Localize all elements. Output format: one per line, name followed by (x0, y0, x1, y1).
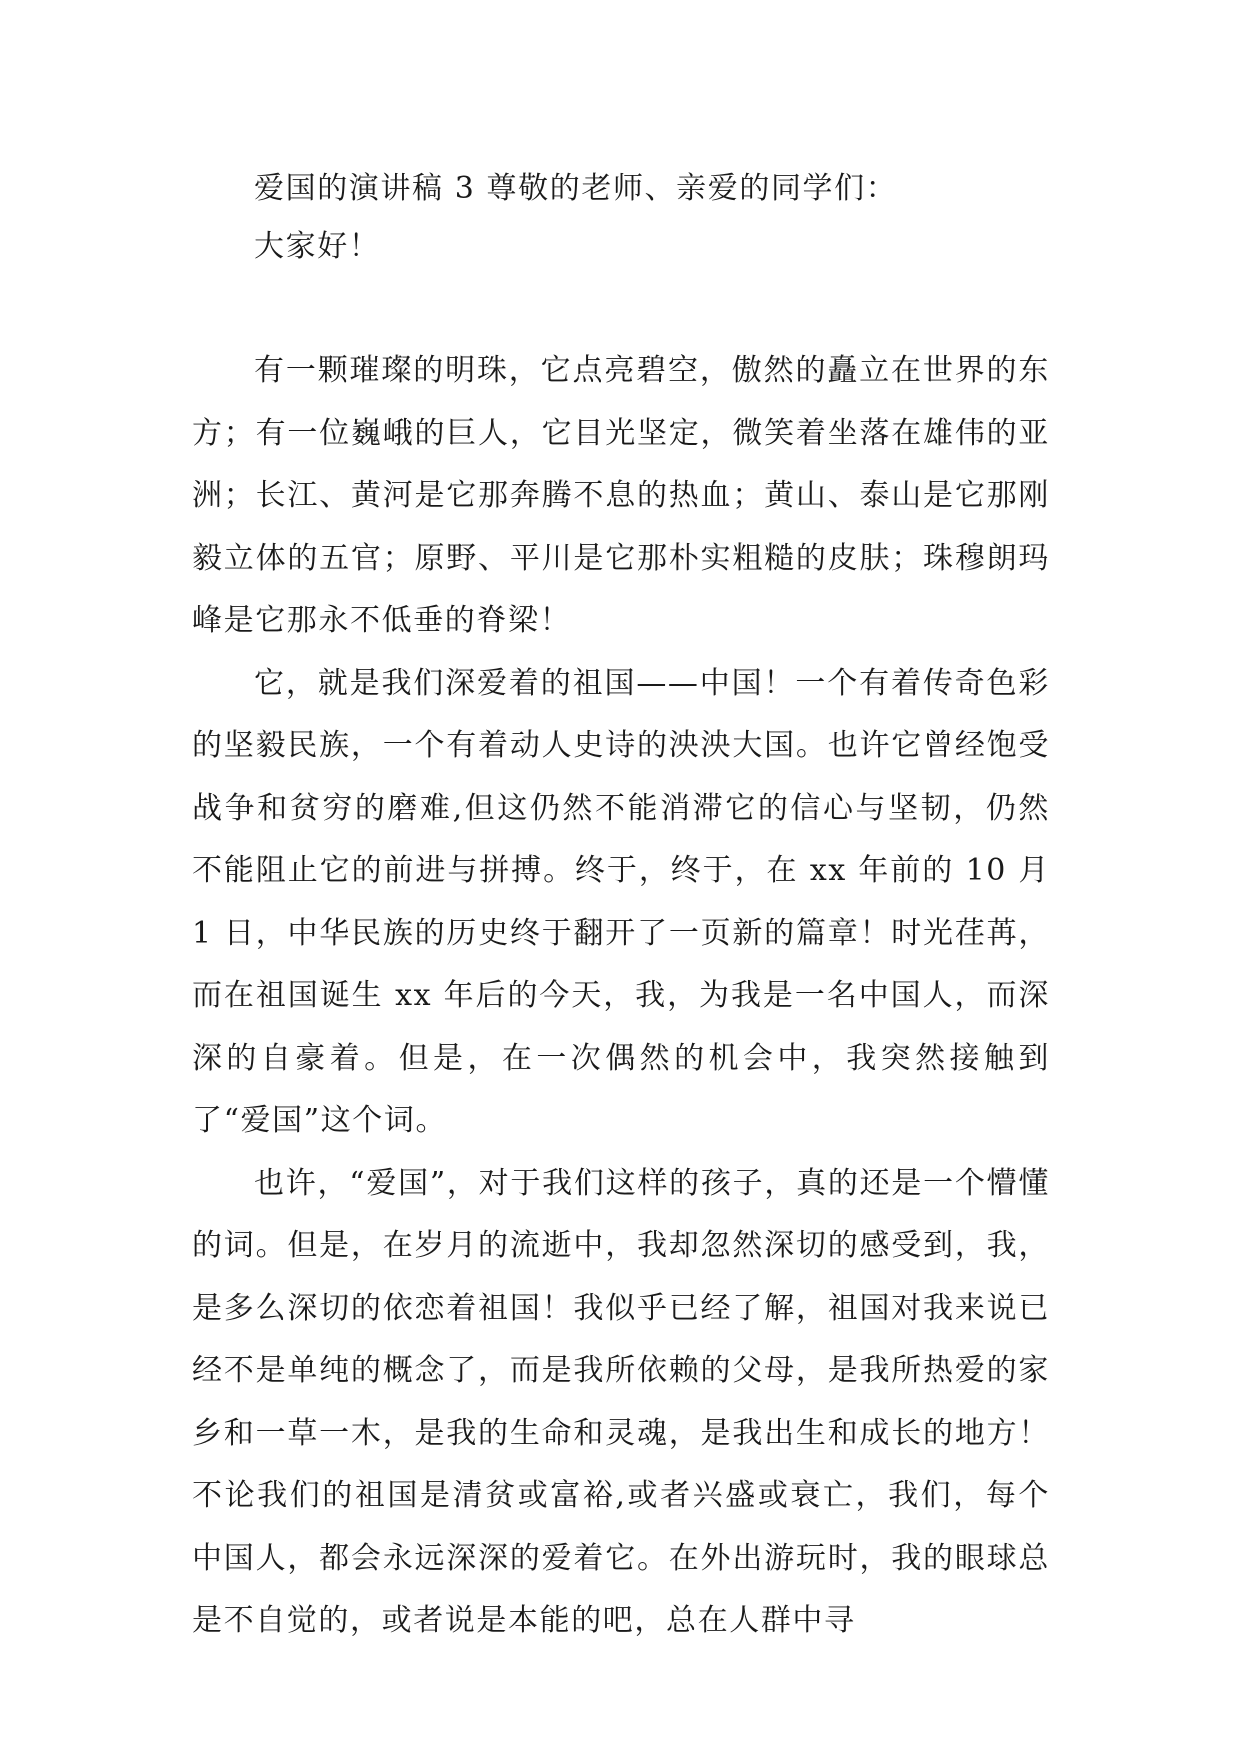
paragraph-3: 也许，“爱国”，对于我们这样的孩子，真的还是一个懵懂的词。但是，在岁月的流逝中，我却忽然深切的感受到，我，是多么深切的依恋着祖国！我似乎已经了解，祖国对我来说已经不是单纯的概念了，而是我所依赖的父母，是我所热爱的家乡和一草一木，是我的生命和灵魂，是我出生和成长的地方！不论我们的祖国是清贫或富裕,或者兴盛或衰亡，我们，每个中国人，都会永远深深的爱着它。在外出游玩时，我的眼球总是不自觉的，或者说是本能的吧，总在人群中寻 (192, 1165, 1050, 1638)
document-body (192, 160, 1050, 1653)
greeting-line: 大家好！ (254, 229, 381, 264)
paragraph-2: 它，就是我们深爱着的祖国——中国！一个有着传奇色彩的坚毅民族，一个有着动人史诗的泱泱大国。也许它曾经饱受战争和贫穷的磨难,但这仍然不能消滞它的信心与坚韧，仍然不能阻止它的前进与拼搏。终于，终于，在 xx 年前的 10 月 1 日，中华民族的历史终于翻开了一页新的篇章！时光荏苒，而在祖国诞生 xx 年后的今天，我，为我是一名中国人，而深深的自豪着。但是，在一次偶然的机会中，我突然接触到了“爱国”这个词。 (192, 665, 1050, 1138)
document-title-line: 爱国的演讲稿 3 尊敬的老师、亲爱的同学们： (254, 171, 898, 206)
paragraph-1: 有一颗璀璨的明珠，它点亮碧空，傲然的矗立在世界的东方；有一位巍峨的巨人，它目光坚定，微笑着坐落在雄伟的亚洲；长江、黄河是它那奔腾不息的热血；黄山、泰山是它那刚毅立体的五官；原野、平川是它那朴实粗糙的皮肤；珠穆朗玛峰是它那永不低垂的脊梁！ (192, 353, 1050, 638)
